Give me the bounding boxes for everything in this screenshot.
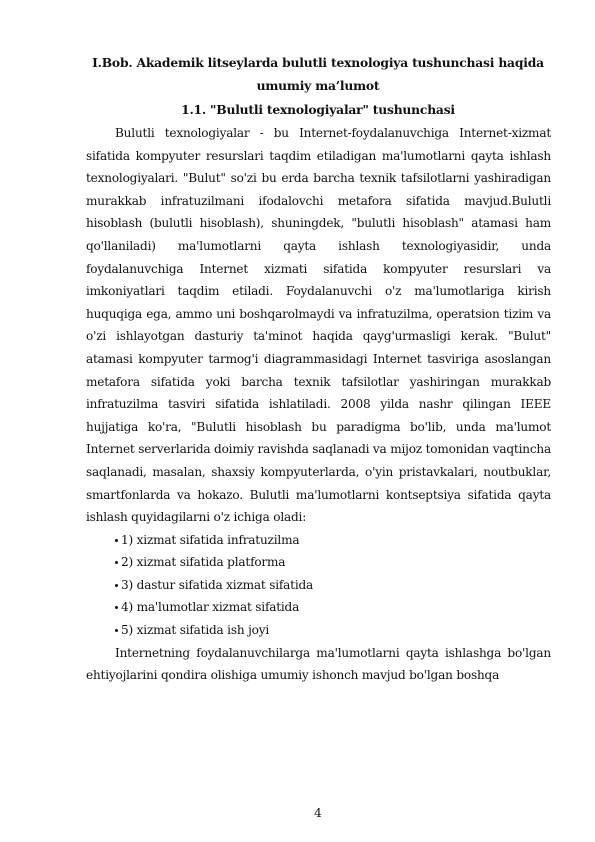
list-item-text: 2) xizmat sifatida platforma (121, 555, 286, 570)
list-item (86, 619, 551, 642)
list-item (86, 529, 551, 552)
list-item (86, 551, 551, 574)
section-title: 1.1. "Bulutli texnologiyalar" tushunchasi (181, 102, 455, 117)
list-item (86, 596, 551, 619)
chapter-title (86, 52, 550, 97)
chapter-title-line2: umumiy ma’lumot (256, 77, 380, 93)
list-item-text: 5) xizmat sifatida ish joyi (121, 623, 270, 638)
page-number: 4 (314, 806, 322, 820)
paragraph-continuation: Internetning foydalanuvchilarga ma'lumotlarni qayta ishlashga bo'lgan ehtiyojlarini qondira olishiga umumiy ishonch mavjud bo'lgan boshqa (86, 645, 551, 683)
list-item-text: 1) xizmat sifatida infratuzilma (121, 532, 300, 547)
chapter-title-line1: I.Bob. Akademik litseylarda bulutli texnologiya tushunchasi haqida (92, 55, 544, 70)
list-item-text: 4) ma'lumotlar xizmat sifatida (121, 600, 300, 615)
bullet-list (86, 529, 551, 642)
list-item (86, 574, 551, 597)
body-text (86, 122, 551, 687)
paragraph-intro: Bulutli texnologiyalar - bu Internet-foydalanuvchiga Internet-xizmat sifatida kompyuter resurslari taqdim etiladigan ma'lumotlarni qayta ishlash texnologiyalari. "Bulut" so'zi bu erda barcha texnik tafsilotlarni yashiradigan murakkab infratuzilmani ifodalovchi metafora sifatida mavjud.Bulutli hisoblash (bulutli hisoblash), shuningdek, "bulutli hisoblash" atamasi ham qo'llaniladi) ma'lumotlarni qayta ishlash texnologiyasidir, unda foydalanuvchiga Internet xizmati sifatida kompyuter resurslari va imkoniyatlari taqdim etiladi. Foydalanuvchi o'z ma'lumotlariga kirish huquqiga ega, ammo uni boshqarolmaydi va infratuzilma, operatsion tizim va o'zi ishlayotgan dasturiy ta'minot haqida qayg'urmasligi kerak. "Bulut" atamasi kompyuter tarmog'i diagrammasidagi Internet tasviriga asoslangan metafora sifatida yoki barcha texnik tafsilotlar yashiringan murakkab infratuzilma tasviri sifatida ishlatiladi. 2008 yilda nashr qilingan IEEE hujjatiga ko'ra, "Bulutli hisoblash bu paradigma bo'lib, unda ma'lumot Internet serverlarida doimiy ravishda saqlanadi va mijoz tomonidan vaqtincha saqlanadi, masalan, shaxsiy kompyuterlarda, o'yin pristavkalari, noutbuklar, smartfonlarda va hokazo. Bulutli ma'lumotlarni kontseptsiya sifatida qayta ishlash quyidagilarni o'z ichiga oladi: (86, 126, 552, 525)
list-item-text: 3) dastur sifatida xizmat sifatida (121, 577, 314, 592)
